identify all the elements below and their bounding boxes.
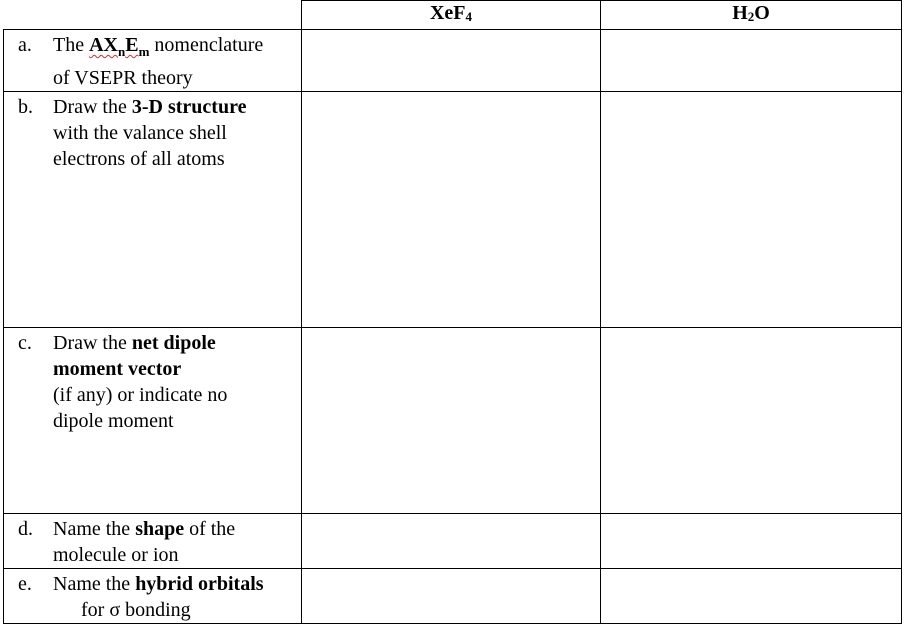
answer-b-h2o[interactable] <box>601 92 902 328</box>
answer-b-xef4[interactable] <box>302 92 601 328</box>
table-row-b <box>4 92 902 328</box>
vsepr-table <box>3 0 902 624</box>
header-h2o: $H_2O$ <box>601 1 902 30</box>
answer-d-h2o[interactable] <box>601 514 902 569</box>
answer-c-h2o[interactable] <box>601 328 902 514</box>
header-blank-cell <box>4 1 302 30</box>
question-a: a. The $AX_nE_m$ nomenclature of VSEPR theory <box>4 30 302 92</box>
table-row-d <box>4 514 902 569</box>
marker-d: d. <box>18 518 33 540</box>
question-c: c. Draw the net dipole moment vector (if any) or indicate no dipole moment <box>4 328 302 514</box>
table-row-e <box>4 569 902 624</box>
answer-e-h2o[interactable] <box>601 569 902 624</box>
answer-e-xef4[interactable] <box>302 569 601 624</box>
table-row-c <box>4 328 902 514</box>
answer-a-xef4[interactable] <box>302 30 601 92</box>
question-e: e. Name the hybrid orbitals for σ bonding <box>4 569 302 624</box>
answer-a-h2o[interactable] <box>601 30 902 92</box>
marker-c: c. <box>18 332 32 354</box>
header-xef4: XeF$_4$ <box>302 1 601 30</box>
answer-c-xef4[interactable] <box>302 328 601 514</box>
marker-e: e. <box>18 573 32 595</box>
question-d: d. Name the shape of the molecule or ion <box>4 514 302 569</box>
axe-notation: $AX_nE_m$ <box>89 34 150 59</box>
header-row <box>4 1 902 30</box>
question-b: b. Draw the 3-D structure with the valance shell electrons of all atoms <box>4 92 302 328</box>
answer-d-xef4[interactable] <box>302 514 601 569</box>
table-row-a <box>4 30 902 92</box>
marker-a: a. <box>18 34 32 56</box>
marker-b: b. <box>18 96 33 118</box>
